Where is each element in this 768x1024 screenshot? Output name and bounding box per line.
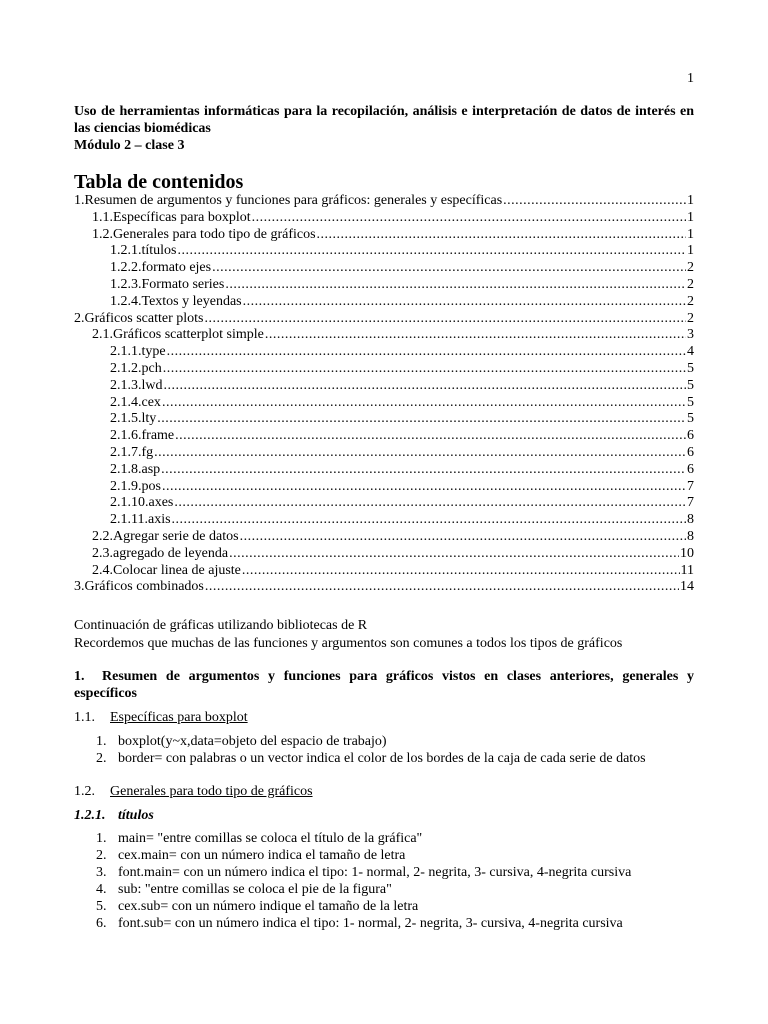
toc-leader	[163, 361, 686, 378]
toc-entry[interactable]	[110, 260, 694, 277]
toc-entry[interactable]	[92, 563, 694, 580]
toc-entry-label: 2.1.3.lwd	[110, 377, 163, 393]
list-item-number: 3.	[96, 865, 107, 880]
toc-entry[interactable]	[92, 529, 694, 546]
toc-entry-page: 10	[680, 545, 694, 561]
list-item-number: 1.	[96, 831, 107, 846]
toc-leader	[161, 462, 686, 479]
toc-entry-page: 6	[687, 428, 694, 444]
section-title: Resumen de argumentos y funciones para gráficos vistos en clases anteriores, generales y específicos	[74, 669, 694, 701]
toc-leader	[225, 277, 686, 294]
toc-entry-label: 2.1.6.frame	[110, 428, 175, 444]
toc-entry[interactable]	[110, 411, 694, 428]
toc-leader	[240, 529, 686, 546]
toc-entry-label: 2.1.Gráficos scatterplot simple	[92, 327, 264, 343]
toc-entry-label: 2.2.Agregar serie de datos	[92, 528, 239, 544]
toc-entry-label: 2.1.1.type	[110, 344, 166, 360]
intro-line: Recordemos que muchas de las funciones y argumentos son comunes a todos los tipos de gráficos	[74, 636, 623, 651]
toc-entry-label: 2.4.Colocar linea de ajuste	[92, 562, 241, 578]
toc-entry[interactable]	[110, 243, 694, 260]
toc-leader	[212, 260, 686, 277]
list-item-text: font.main= con un número indica el tipo: 1- normal, 2- negrita, 3- cursiva, 4-negrita cursiva	[118, 865, 632, 880]
toc-entry-label: 1.2.1.títulos	[110, 243, 177, 259]
list-item-text: sub: "entre comillas se coloca el pie de la figura"	[118, 882, 392, 897]
toc-entry-label: 1.Resumen de argumentos y funciones para gráficos: generales y específicas	[74, 193, 503, 208]
toc-leader	[242, 563, 680, 580]
toc-leader	[167, 344, 686, 361]
section-number: 1.1.	[74, 710, 95, 725]
toc-leader	[178, 243, 686, 260]
toc-entry-page: 11	[680, 562, 694, 578]
toc-entry[interactable]	[110, 445, 694, 462]
toc-leader	[252, 210, 686, 227]
section-number: 1.2.1.	[74, 808, 106, 823]
toc-entry-page: 4	[687, 344, 694, 360]
toc-leader	[503, 193, 686, 210]
toc-entry-page: 5	[687, 394, 694, 410]
toc-leader	[175, 428, 686, 445]
toc-entry-label: 1.1.Específicas para boxplot	[92, 209, 251, 225]
toc-leader	[164, 378, 687, 395]
toc-entry-page: 2	[687, 260, 694, 276]
toc-entry[interactable]	[74, 579, 694, 596]
toc-entry-label: 1.2.3.Formato series	[110, 276, 225, 292]
toc-entry-label: 2.1.8.asp	[110, 461, 161, 477]
list-item	[74, 864, 694, 881]
toc-entry-page: 14	[680, 579, 694, 595]
list-item-number: 1.	[96, 734, 107, 749]
toc-entry-page: 5	[687, 377, 694, 393]
module-label: Módulo 2 – clase 3	[74, 138, 185, 153]
toc-entry-page: 1	[687, 193, 694, 208]
toc-entry[interactable]	[92, 210, 694, 227]
intro-text	[74, 617, 694, 653]
toc-entry-label: 1.2.Generales para todo tipo de gráficos	[92, 226, 316, 242]
list-item	[74, 881, 694, 898]
toc-entry[interactable]	[92, 227, 694, 244]
toc-entry-label: 3.Gráficos combinados	[74, 579, 204, 595]
toc-leader	[154, 445, 686, 462]
list-item	[74, 733, 694, 750]
toc-entry-label: 1.2.2.formato ejes	[110, 260, 212, 276]
toc-leader	[162, 479, 686, 496]
toc-entry-label: 1.2.4.Textos y leyendas	[110, 293, 242, 309]
toc-entry[interactable]	[110, 512, 694, 529]
toc-entry-label: 2.Gráficos scatter plots	[74, 310, 204, 326]
intro-line: Continuación de gráficas utilizando bibliotecas de R	[74, 618, 368, 633]
toc-leader	[243, 294, 686, 311]
page-number: 1	[687, 71, 694, 86]
toc-entry-page: 1	[687, 226, 694, 242]
list-item	[74, 830, 694, 847]
toc-leader	[162, 395, 686, 412]
section-1-1-heading	[74, 709, 694, 726]
section-title: títulos	[118, 808, 154, 823]
toc-entry[interactable]	[110, 378, 694, 395]
toc-leader	[205, 579, 679, 596]
titles-args-list	[74, 830, 694, 932]
toc-entry-label: 2.1.4.cex	[110, 394, 161, 410]
section-title: Generales para todo tipo de gráficos	[110, 784, 313, 799]
toc-entry[interactable]	[74, 311, 694, 328]
toc-entry[interactable]	[110, 495, 694, 512]
toc-entry-label: 2.1.2.pch	[110, 360, 162, 376]
toc-entry-page: 2	[687, 293, 694, 309]
list-item	[74, 915, 694, 932]
boxplot-args-list	[74, 733, 694, 767]
toc-entry[interactable]	[110, 428, 694, 445]
toc-entry-page: 7	[687, 478, 694, 494]
toc-entry[interactable]	[74, 193, 694, 210]
list-item-text: font.sub= con un número indica el tipo: 1- normal, 2- negrita, 3- cursiva, 4-negrita cursiva	[118, 916, 623, 931]
toc-entry-page: 7	[687, 495, 694, 511]
course-title: Uso de herramientas informáticas para la recopilación, análisis e interpretación de datos de interés en las ciencias biomédicas	[74, 104, 694, 136]
toc-entry[interactable]	[110, 462, 694, 479]
toc-entry-label: 2.1.11.axis	[110, 512, 171, 528]
section-number: 1.2.	[74, 784, 95, 799]
list-item	[74, 750, 694, 767]
list-item-number: 4.	[96, 882, 107, 897]
list-item-text: cex.main= con un número indica el tamaño de letra	[118, 848, 406, 863]
toc-heading: Tabla de contenidos	[74, 171, 244, 193]
list-item-text: main= "entre comillas se coloca el título de la gráfica"	[118, 831, 423, 846]
toc-leader	[157, 411, 686, 428]
toc-entry-page: 2	[687, 310, 694, 326]
toc-entry-page: 5	[687, 411, 694, 427]
toc-entry-page: 8	[687, 528, 694, 544]
list-item-number: 6.	[96, 916, 107, 931]
toc-entry-page: 5	[687, 360, 694, 376]
list-item-number: 2.	[96, 751, 107, 766]
toc-entry[interactable]	[110, 395, 694, 412]
toc-entry-page: 1	[687, 209, 694, 225]
section-1-2-1-heading	[74, 807, 154, 824]
toc-entry[interactable]	[92, 546, 694, 563]
toc-leader	[204, 311, 686, 328]
toc-leader	[174, 495, 686, 512]
table-of-contents	[0, 193, 768, 596]
list-item	[74, 898, 694, 915]
toc-entry-label: 2.1.9.pos	[110, 478, 161, 494]
toc-entry[interactable]	[110, 294, 694, 311]
list-item-text: boxplot(y~x,data=objeto del espacio de trabajo)	[118, 734, 387, 749]
list-item-text: cex.sub= con un número indique el tamaño de la letra	[118, 899, 419, 914]
list-item	[74, 847, 694, 864]
toc-entry[interactable]	[110, 361, 694, 378]
toc-entry-page: 3	[687, 327, 694, 343]
toc-entry-label: 2.1.10.axes	[110, 495, 174, 511]
toc-entry-label: 2.1.7.fg	[110, 444, 154, 460]
toc-entry[interactable]	[110, 277, 694, 294]
toc-entry-page: 6	[687, 444, 694, 460]
list-item-number: 5.	[96, 899, 107, 914]
list-item-number: 2.	[96, 848, 107, 863]
toc-entry-label: 2.1.5.lty	[110, 411, 157, 427]
toc-leader	[265, 327, 686, 344]
toc-entry-page: 6	[687, 461, 694, 477]
section-number: 1.	[74, 669, 85, 684]
section-1-heading	[74, 668, 694, 702]
toc-leader	[172, 512, 686, 529]
toc-entry-page: 2	[687, 276, 694, 292]
toc-leader	[229, 546, 679, 563]
section-title: Específicas para boxplot	[110, 710, 248, 725]
toc-entry-label: 2.3.agregado de leyenda	[92, 545, 229, 561]
section-1-2-heading	[74, 783, 694, 800]
list-item-text: border= con palabras o un vector indica el color de los bordes de la caja de cada serie de datos	[118, 751, 646, 766]
toc-entry-page: 8	[687, 512, 694, 528]
toc-entry[interactable]	[110, 479, 694, 496]
toc-entry-page: 1	[687, 243, 694, 259]
toc-entry[interactable]	[110, 344, 694, 361]
toc-leader	[317, 227, 686, 244]
toc-entry[interactable]	[92, 327, 694, 344]
